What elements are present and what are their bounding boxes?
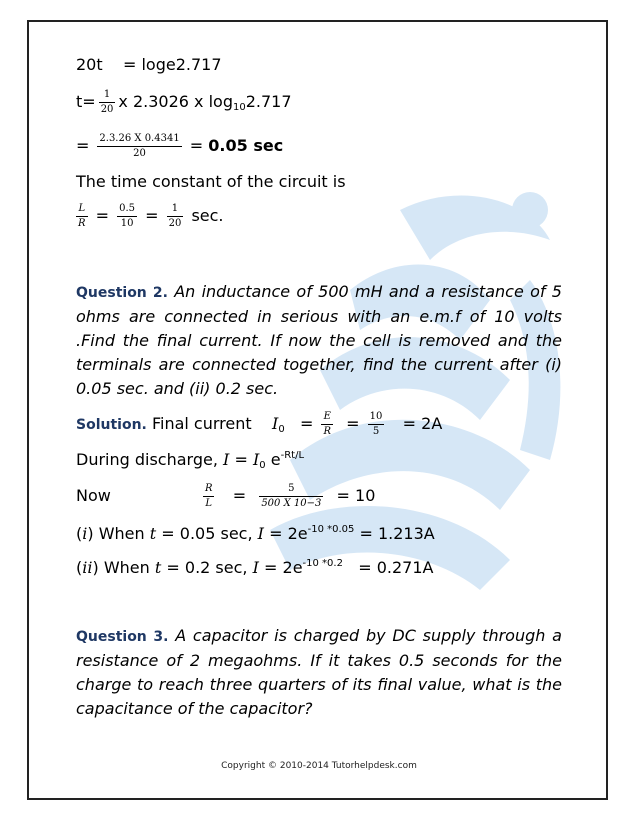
fraction-1-over-20: [167, 202, 184, 231]
case-1-line: [76, 524, 435, 543]
when-text: When: [103, 558, 150, 577]
i0-subscript: 0: [278, 424, 285, 435]
eq5-equals-2: =: [145, 206, 159, 225]
discharge-equals: =: [234, 450, 248, 469]
equation-line-5: [76, 202, 224, 231]
fraction-E-over-R: [321, 410, 333, 439]
fraction-10-over-5: [368, 410, 385, 439]
eq3-result: 0.05 sec: [208, 136, 284, 155]
question-2-label: Question 2.: [76, 285, 168, 301]
frac-den: [203, 497, 215, 511]
frac-num-text: L: [78, 203, 86, 214]
frac-num: 5: [259, 482, 323, 497]
now-line: [76, 482, 375, 511]
frac-num: [76, 202, 88, 217]
question-2-text: An inductance of 500 mH and a resistance of 5 ohms are connected in serious with an e.m.f of 10 volts .Find the final current. If now the cell is removed and the terminals are connected together, find the current after (i) 0.05 sec. and (ii) 0.2 sec.: [76, 282, 562, 398]
eq1-lhs: 20t: [76, 55, 103, 74]
t-value: = 0.2 sec,: [166, 558, 248, 577]
equation-line-2: [76, 88, 292, 117]
eq5-equals-1: =: [95, 206, 110, 225]
sol-equals-2: =: [346, 414, 360, 433]
exponent: -10 *0.05: [307, 524, 355, 535]
question-3-label: Question 3.: [76, 629, 169, 645]
copyright-footer: Copyright © 2010-2014 Tutorhelpdesk.com: [221, 761, 417, 771]
frac-den: 20: [133, 148, 146, 159]
paren-close: ): [87, 524, 94, 543]
frac-den: [321, 425, 333, 439]
frac-den: 5: [372, 426, 380, 437]
frac-den: [76, 217, 88, 231]
t-symbol: t: [149, 524, 157, 543]
discharge-line: [76, 450, 304, 471]
frac-num: [203, 482, 215, 497]
frac-den: 10: [120, 218, 134, 229]
i-symbol: I: [252, 558, 259, 577]
t-symbol: t: [154, 558, 162, 577]
i0-subscript: 0: [259, 460, 266, 471]
eq2-mid: x 2.3026 x log: [118, 92, 233, 111]
fraction-L-over-R: [76, 202, 88, 231]
case-result: = 1.213A: [359, 524, 435, 543]
exponent: -Rt/L: [280, 450, 305, 461]
now-result: = 10: [336, 486, 376, 505]
eq3-prefix: =: [76, 136, 90, 155]
eq3-equals: =: [189, 136, 204, 155]
i-symbol: I: [257, 524, 264, 543]
now-equals: =: [232, 486, 247, 505]
sol-equals-1: =: [299, 414, 314, 433]
solution-line: [76, 410, 442, 439]
solution-label: Solution.: [76, 417, 147, 433]
frac-num: 1: [99, 88, 116, 103]
e-symbol: e: [270, 450, 281, 469]
frac-num: 1: [167, 202, 184, 217]
frac-den: 20: [100, 104, 114, 115]
frac-num: 0.5: [117, 202, 137, 217]
frac-den-text: R: [78, 218, 86, 229]
case-label: i: [82, 524, 88, 543]
frac-num: 2.3.26 X 0.4341: [97, 132, 181, 147]
frac-num-text: E: [323, 411, 331, 422]
now-label: Now: [76, 486, 111, 505]
eq1-rhs: = loge2.717: [122, 55, 222, 74]
case-2-line: [76, 558, 433, 577]
paren-open: (: [76, 558, 83, 577]
statement-text: The time constant of the circuit is: [76, 172, 346, 191]
frac-den-text: R: [323, 426, 331, 437]
sol-result: = 2A: [402, 414, 443, 433]
equation-line-1: [76, 55, 222, 74]
when-text: When: [98, 524, 145, 543]
case-eq: = 2e: [264, 558, 303, 577]
t-value: = 0.05 sec,: [161, 524, 253, 543]
case-eq: = 2e: [269, 524, 308, 543]
frac-num-text: R: [204, 483, 213, 494]
frac-den: 500 X 10−3: [261, 498, 322, 509]
eq2-tail: 2.717: [245, 92, 292, 111]
discharge-text: During discharge,: [76, 450, 218, 469]
frac-num: [321, 410, 333, 425]
frac-den-text: L: [205, 498, 213, 509]
question-3: [76, 624, 562, 721]
log-subscript: 10: [233, 102, 246, 113]
paren-open: (: [76, 524, 83, 543]
time-constant-statement: [76, 172, 346, 191]
fraction-05-over-10: [117, 202, 137, 231]
eq2-prefix: t=: [76, 92, 96, 111]
fraction-1-over-20: [99, 88, 116, 117]
fraction-R-over-L: [203, 482, 215, 511]
fraction-5-over-500: [259, 482, 323, 511]
question-3-text: A capacitor is charged by DC supply through a resistance of 2 megaohms. If it takes 0.5 seconds for the charge to reach three quarters of its final value, what is the capacitance of the capacitor?: [76, 626, 562, 718]
case-label: ii: [82, 558, 93, 577]
eq5-unit: sec.: [191, 206, 224, 225]
equation-line-3: [76, 132, 283, 161]
solution-text: Final current: [151, 414, 252, 433]
exponent: -10 *0.2: [302, 558, 343, 569]
i0-symbol: I: [252, 450, 260, 469]
i0-symbol: I: [272, 414, 279, 433]
paren-close: ): [92, 558, 99, 577]
question-2: [76, 280, 562, 401]
frac-num: 10: [368, 410, 385, 425]
i-symbol: I: [223, 450, 230, 469]
frac-den: 20: [168, 218, 182, 229]
fraction-numeric: [97, 132, 181, 161]
case-result: = 0.271A: [358, 558, 434, 577]
